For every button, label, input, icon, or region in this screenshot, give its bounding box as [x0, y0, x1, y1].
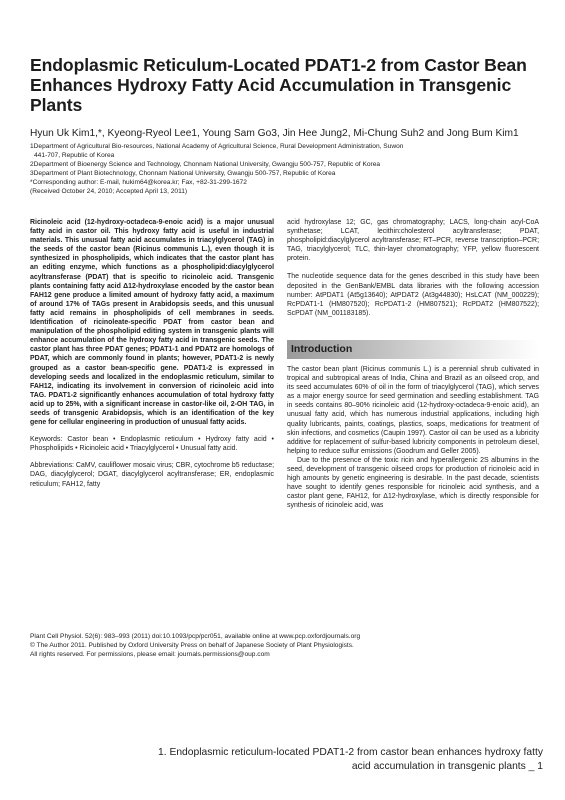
introduction-heading: Introduction: [291, 342, 353, 355]
page-caption: [43, 746, 543, 773]
intro-paragraph: The castor bean plant (Ricinus communis L.) is a perennial shrub cultivated in tropical and subtropical areas of India, China and Brazil as an oilseed crop, and its seed accumulates 60% of oil in the form of triacylglycerol (TAG), which serves as a major energy source for seed germination and seedling establishment. TAG in seeds contains 80–90% ricinoleic acid (12-hydroxy-octadeca-9-enoic acid), an unusual fatty acid, which has numerous industrial applications, including high quality lubricants, paints, coatings, plastics, soaps, medications for treatment of skin infections, and cosmetics (Caupin 1997). Castor oil can be used as a lubricity additive for replacement of sulfur-based lubricity components in petroleum diesel, helping to reduce sulfur emissions (Goodrum and Geller 2005).: [287, 365, 539, 455]
affiliations: [30, 142, 550, 197]
affiliation-line: 1Department of Agricultural Bio-resources, National Academy of Agricultural Science, Rural Development Administration, Suwon: [30, 143, 404, 150]
citation-line: Plant Cell Physiol. 52(6): 983–993 (2011) doi:10.1093/pcp/pcr051, available online at www.pcp.oxfordjournals.org: [30, 633, 361, 640]
left-column: [30, 218, 274, 489]
affiliation-line: 2Department of Bioenergy Science and Technology, Chonnam National University, Gwangju 500-757, Republic of Korea: [30, 161, 381, 169]
keywords: Keywords: Castor bean • Endoplasmic reticulum • Hydroxy fatty acid • Phospholipids • Ricinoleic acid • Triacylglycerol • Unusual fatty acid.: [30, 436, 274, 453]
intro-paragraph: Due to the presence of the toxic ricin and hyperallergenic 2S albumins in the seed, development of transgenic oilseed crops for production of ricinoleic acid in high amounts by genetic engineering is desirable. In the past decade, scientists have sought to identify genes responsible for ricinoleic acid synthesis, and a castor plant gene, FAH12, for Δ12-hydroxylase, which is directly responsible for synthesis of ricinoleic acid, was: [287, 456, 539, 510]
received-dates: (Received October 24, 2010; Accepted April 13, 2011): [30, 188, 188, 196]
affiliation-line: 441-707, Republic of Korea: [34, 152, 115, 160]
journal-footer: [30, 632, 550, 659]
rights-line: All rights reserved. For permissions, please email: journals.permissions@oup.com: [30, 651, 270, 658]
affiliation-line: 3Department of Plant Biotechnology, Chonnam National University, Gwangju 500-757, Republic of Korea: [30, 170, 336, 178]
sequence-note: The nucleotide sequence data for the genes described in this study have been deposited in the GenBank/EMBL data libraries with the following accession number: AtPDAT1 (At5g13640); AtPDAT2 (At3g44830); HsLCAT (NM_000229); RcPDAT1-1 (HM807520); RcPDAT1-2 (HM807521); RcPDAT2 (HM807522); ScPDAT (NM_001183185).: [287, 273, 539, 317]
corresponding-author: *Corresponding author: E-mail, hukim64@korea.kr; Fax, +82-31-299-1672: [30, 179, 247, 187]
paper-title: Endoplasmic Reticulum-Located PDAT1-2 from Castor Bean Enhances Hydroxy Fatty Acid Accumulation in Transgenic Plants: [30, 55, 527, 115]
copyright-line: © The Author 2011. Published by Oxford University Press on behalf of Japanese Society of Plant Physiologists.: [30, 642, 354, 649]
caption-line: acid accumulation in transgenic plants _ 1: [351, 760, 543, 772]
abbreviations: Abbreviations: CaMV, cauliflower mosaic virus; CBR, cytochrome b5 reductase; DAG, diacylglycerol; DGAT, diacylglycerol acyltransferase; ER, endoplasmic reticulum; FAH12, fatty: [30, 462, 274, 488]
abbreviations-continued: acid hydroxylase 12; GC, gas chromatography; LACS, long-chain acyl-CoA synthetase; LCAT, lecithin:cholesterol acyltransferase; PDAT, phospholipid:diacylglycerol acyltransferase; RT–PCR, reverse transcription–PCR; TAG, triacylglycerol; TLC, thin-layer chromatography; YFP, yellow fluorescent protein.: [287, 219, 539, 263]
caption-line: 1. Endoplasmic reticulum-located PDAT1-2 from castor bean enhances hydroxy fatty: [158, 747, 543, 758]
introduction-heading-bar: [287, 340, 539, 359]
author-list: Hyun Uk Kim1,*, Kyeong-Ryeol Lee1, Young Sam Go3, Jin Hee Jung2, Mi-Chung Suh2 and Jong Bum Kim1: [30, 128, 519, 139]
abstract: Ricinoleic acid (12-hydroxy-octadeca-9-enoic acid) is a major unusual fatty acid in castor oil. This hydroxy fatty acid is useful in industrial materials. This unusual fatty acid accumulates in triacylglycerol (TAG) in the seeds of the castor bean (Ricinus communis L.), even though it is synthesized in phospholipids, which indicates that the castor plant has an editing enzyme, which functions as a phospholipid:diacylglycerol acyltransferase (PDAT) that is specific to ricinoleic acid. Transgenic plants containing fatty acid Δ12-hydroxylase encoded by the castor bean FAH12 gene produce a limited amount of hydroxy fatty acid, a maximum of around 17% of TAGs present in Arabidopsis seeds, and this unusual fatty acid remains in phospholipids of cell membranes in seeds. Identification of ricinoleate-specific PDAT from castor bean and manipulation of the phospholipid editing system in transgenic plants will enhance accumulation of the hydroxy fatty acid in transgenic seeds. The castor plant has three PDAT genes; PDAT1-1 and PDAT2 are homologs of PDAT, which are commonly found in plants; however, PDAT1-2 is newly grouped as a castor bean-specific gene. PDAT1-2 is expressed in developing seeds and localized in the endoplasmic reticulum, similar to FAH12, indicating its involvement in conversion of ricinoleic acid into TAG. PDAT1-2 significantly enhances accumulation of total hydroxy fatty acid up to 25%, with a significant increase in castor-like oil, 2-OH TAG, in seeds of transgenic Arabidopsis, which is an identification of the key gene for cellular engineering in production of unusual fatty acids.: [30, 219, 274, 427]
right-column: [287, 218, 539, 510]
